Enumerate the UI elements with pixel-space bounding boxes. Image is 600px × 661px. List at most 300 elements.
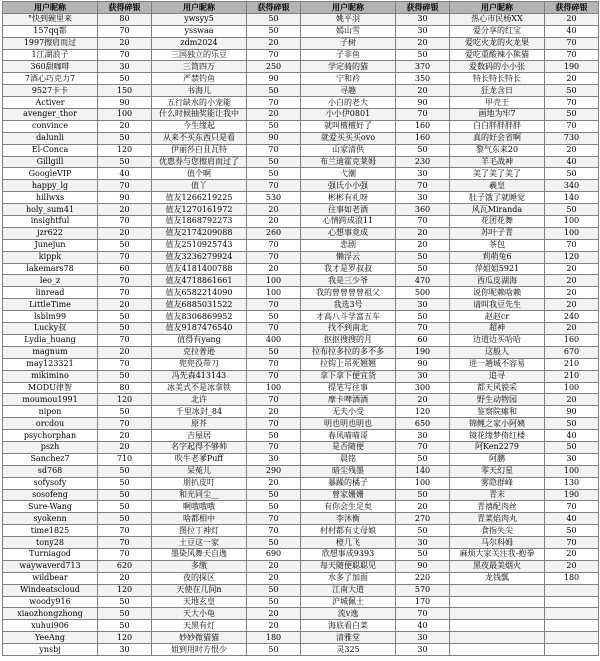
nickname-cell: 值友9187476540	[152, 323, 247, 335]
silver-cell: 70	[247, 370, 301, 382]
table-row	[3, 430, 599, 442]
nickname-cell: 朋扒皮叮	[152, 477, 247, 489]
silver-cell: 20	[545, 287, 599, 299]
silver-cell: 290	[247, 465, 301, 477]
nickname-cell: 什么时候抽奖能让我中	[152, 109, 247, 121]
table-row	[3, 382, 599, 394]
silver-cell: 50	[396, 548, 450, 560]
silver-cell: 90	[98, 192, 152, 204]
nickname-cell: 书海儿	[152, 85, 247, 97]
silver-cell: 50	[396, 49, 450, 61]
nickname-cell: 爱分享的红宝	[450, 25, 545, 37]
nickname-cell: avenger_thor	[3, 109, 98, 121]
table-row	[3, 596, 599, 608]
silver-cell: 70	[396, 216, 450, 228]
silver-cell: 70	[98, 358, 152, 370]
silver-cell: 50	[98, 501, 152, 513]
table-row	[3, 370, 599, 382]
nickname-cell: 心想事竟成	[301, 227, 396, 239]
nickname-cell: 值友4718861661	[152, 275, 247, 287]
nickname-cell: Lucky叔	[3, 323, 98, 335]
silver-cell: 100	[98, 109, 152, 121]
nickname-cell: 拉布拉多拉的多不多	[301, 346, 396, 358]
table-row	[3, 25, 599, 37]
silver-cell: 20	[247, 263, 301, 275]
nickname-cell: 萍姐姐5921	[450, 263, 545, 275]
silver-cell: 30	[396, 168, 450, 180]
silver-cell: 20	[396, 239, 450, 251]
silver-cell: 300	[396, 382, 450, 394]
silver-cell: 140	[545, 192, 599, 204]
table-row	[3, 227, 599, 239]
nickname-cell: 三国独立的乐豆	[152, 49, 247, 61]
nickname-cell: 羲皇	[450, 180, 545, 192]
header-silver: 获得碎银	[396, 2, 450, 14]
table-header	[3, 2, 599, 14]
nickname-cell	[450, 608, 545, 620]
silver-cell: 20	[247, 477, 301, 489]
silver-cell: 50	[247, 85, 301, 97]
table-body	[3, 13, 599, 655]
nickname-cell: Sanchez7	[3, 453, 98, 465]
table-row	[3, 644, 599, 656]
silver-cell: 730	[545, 132, 599, 144]
silver-cell: 40	[396, 620, 450, 632]
table-row	[3, 608, 599, 620]
nickname-cell: waywaverd713	[3, 560, 98, 572]
nickname-cell: 龙钱瓢	[450, 572, 545, 584]
table-row	[3, 37, 599, 49]
nickname-cell: nipon	[3, 406, 98, 418]
nickname-cell: 和光同尘__	[152, 489, 247, 501]
nickname-cell: 值友8306869952	[152, 311, 247, 323]
silver-cell: 150	[98, 85, 152, 97]
nickname-cell: 姚平羽	[301, 13, 396, 25]
nickname-cell: 真的好会省啊	[450, 132, 545, 144]
silver-cell: 20	[98, 227, 152, 239]
nickname-cell: lsblm99	[3, 311, 98, 323]
table-row	[3, 109, 599, 121]
nickname-cell: 都天风貌采	[450, 382, 545, 394]
silver-cell: 120	[98, 394, 152, 406]
nickname-cell: 欣想事成9393	[301, 548, 396, 560]
silver-cell: 20	[545, 394, 599, 406]
nickname-cell: 晨铭	[301, 453, 396, 465]
nickname-cell	[450, 620, 545, 632]
nickname-cell: 值友4181400788	[152, 263, 247, 275]
nickname-cell: 每天随便聪聪见	[301, 560, 396, 572]
silver-cell: 50	[247, 584, 301, 596]
nickname-cell: 姐到用时方恨少	[152, 644, 247, 656]
silver-cell: 20	[98, 441, 152, 453]
nickname-cell: 啊哦哦哦	[152, 501, 247, 513]
nickname-cell: time1825	[3, 525, 98, 537]
nickname-cell: 海底看白菜	[301, 620, 396, 632]
nickname-cell: lakemars78	[3, 263, 98, 275]
silver-cell: 570	[396, 584, 450, 596]
nickname-cell: 嫣山雪	[301, 25, 396, 37]
nickname-cell: woody916	[3, 596, 98, 608]
nickname-cell: 夜的探区	[152, 572, 247, 584]
table-row	[3, 537, 599, 549]
silver-cell: 70	[98, 251, 152, 263]
table-row	[3, 548, 599, 560]
nickname-cell: LittleTime	[3, 299, 98, 311]
silver-cell: 70	[98, 287, 152, 299]
nickname-cell: holy_sum41	[3, 204, 98, 216]
nickname-cell: 从来不买东西只是看	[152, 132, 247, 144]
table-row	[3, 394, 599, 406]
silver-cell: 20	[98, 204, 152, 216]
silver-cell: 50	[98, 465, 152, 477]
silver-cell: 20	[247, 204, 301, 216]
silver-cell: 50	[396, 525, 450, 537]
header-row	[3, 2, 599, 14]
silver-cell: 670	[545, 346, 599, 358]
table-row	[3, 156, 599, 168]
silver-cell: 230	[396, 156, 450, 168]
nickname-cell: 名字起得不够帅	[152, 441, 247, 453]
header-nickname: 用户昵称	[301, 2, 396, 14]
silver-cell: 340	[545, 180, 599, 192]
nickname-cell: 多缴	[152, 560, 247, 572]
nickname-cell: 就爱买买买ovo	[301, 132, 396, 144]
table-row	[3, 120, 599, 132]
nickname-cell: zdm2024	[152, 37, 247, 49]
silver-cell: 50	[247, 120, 301, 132]
silver-cell: 170	[396, 596, 450, 608]
nickname-cell: 懒浮云	[301, 251, 396, 263]
nickname-cell: ynsbj	[3, 644, 98, 656]
nickname-cell: 春风喵喵哥	[301, 430, 396, 442]
silver-cell: 50	[247, 430, 301, 442]
silver-cell: 30	[98, 61, 152, 73]
silver-cell: 120	[98, 584, 152, 596]
table-row	[3, 501, 599, 513]
silver-cell: 620	[98, 560, 152, 572]
nickname-cell: 苏叶子青	[450, 227, 545, 239]
silver-cell: 20	[545, 560, 599, 572]
silver-cell: 90	[247, 132, 301, 144]
nickname-cell: 墨染风舞天自逸	[152, 548, 247, 560]
header-nickname: 用户昵称	[152, 2, 247, 14]
table-row	[3, 358, 599, 370]
silver-cell: 40	[98, 168, 152, 180]
nickname-cell: YeeAng	[3, 632, 98, 644]
table-row	[3, 453, 599, 465]
silver-cell: 70	[545, 49, 599, 61]
silver-cell: 70	[396, 180, 450, 192]
nickname-cell: 值友6582214090	[152, 287, 247, 299]
silver-cell: 20	[396, 85, 450, 97]
silver-cell: 50	[545, 418, 599, 430]
nickname-cell: 江南大道	[301, 584, 396, 596]
silver-cell: 50	[545, 441, 599, 453]
nickname-cell: 我选3号	[301, 299, 396, 311]
silver-cell: 210	[545, 370, 599, 382]
table-row	[3, 239, 599, 251]
nickname-cell: 沪城佩土	[301, 596, 396, 608]
nickname-cell: 子非鱼	[301, 49, 396, 61]
nickname-cell: 7酒心巧克力7	[3, 73, 98, 85]
silver-cell: 60	[396, 334, 450, 346]
silver-cell: 30	[247, 453, 301, 465]
silver-cell: 70	[545, 537, 599, 549]
nickname-cell: 才高八斗学富五车	[301, 311, 396, 323]
nickname-cell: 千里冰封_84	[152, 406, 247, 418]
silver-cell: 50	[247, 596, 301, 608]
nickname-cell: 阿Ken2279	[450, 441, 545, 453]
silver-cell: 70	[247, 239, 301, 251]
silver-cell: 90	[545, 406, 599, 418]
silver-cell: 50	[247, 25, 301, 37]
table-row	[3, 49, 599, 61]
nickname-cell: Lydia_huang	[3, 334, 98, 346]
silver-cell: 70	[247, 299, 301, 311]
nickname-cell: 锦鲤之家小阿姨	[450, 418, 545, 430]
silver-cell: 70	[247, 180, 301, 192]
nickname-cell: 兜兜役带刀	[152, 358, 247, 370]
silver-cell: 20	[545, 299, 599, 311]
silver-cell: 50	[98, 513, 152, 525]
silver-cell: 20	[545, 263, 599, 275]
nickname-cell: GoogleVIP	[3, 168, 98, 180]
silver-cell: 50	[396, 144, 450, 156]
nickname-cell: 布兰迪霍克莱姆	[301, 156, 396, 168]
nickname-cell: 流v逸	[301, 608, 396, 620]
nickname-cell: 花团花舞	[450, 216, 545, 228]
nickname-cell: 抠抠搜搜的月	[301, 334, 396, 346]
nickname-cell: 黎气东来20	[450, 144, 545, 156]
header-nickname: 用户昵称	[3, 2, 98, 14]
header-silver: 获得碎银	[247, 2, 301, 14]
nickname-cell: 说你呢赖啥赖	[450, 287, 545, 299]
silver-cell: 690	[247, 548, 301, 560]
silver-cell: 20	[545, 144, 599, 156]
silver-cell: 50	[396, 311, 450, 323]
table-row	[3, 97, 599, 109]
silver-cell: 30	[396, 644, 450, 656]
silver-cell: 70	[247, 513, 301, 525]
silver-cell: 70	[247, 525, 301, 537]
nickname-cell	[450, 632, 545, 644]
nickname-cell: 值友1270161972	[152, 204, 247, 216]
nickname-cell: 画地为牢7	[450, 109, 545, 121]
nickname-cell: 野生动物园	[450, 394, 545, 406]
silver-cell: 20	[545, 323, 599, 335]
table-row	[3, 251, 599, 263]
nickname-cell: tony28	[3, 537, 98, 549]
nickname-cell: 美了美了美了	[450, 168, 545, 180]
nickname-cell: hillwxs	[3, 192, 98, 204]
header-nickname: 用户昵称	[450, 2, 545, 14]
silver-cell: 20	[247, 109, 301, 121]
nickname-cell: kippk	[3, 251, 98, 263]
silver-cell: 100	[247, 382, 301, 394]
silver-cell: 710	[98, 453, 152, 465]
nickname-cell: 心情跨成浪11	[301, 216, 396, 228]
silver-cell: 50	[98, 477, 152, 489]
silver-cell: 70	[545, 501, 599, 513]
nickname-cell: °快到碗里来	[3, 13, 98, 25]
table-row	[3, 525, 599, 537]
nickname-cell: 严禁钓鱼	[152, 73, 247, 85]
nickname-cell: 小白的老大	[301, 97, 396, 109]
nickname-cell: linread	[3, 287, 98, 299]
nickname-cell: 彬彬有礼呀	[301, 192, 396, 204]
nickname-cell: 拿下拿下便宜货	[301, 370, 396, 382]
silver-cell: 350	[396, 73, 450, 85]
silver-cell: 270	[396, 513, 450, 525]
nickname-cell: wildbear	[3, 572, 98, 584]
nickname-cell: 找不到南北	[301, 323, 396, 335]
nickname-cell: 灵325	[301, 644, 396, 656]
silver-cell	[545, 596, 599, 608]
silver-cell: 50	[98, 489, 152, 501]
nickname-cell: xuhui906	[3, 620, 98, 632]
table-row	[3, 323, 599, 335]
silver-cell: 70	[545, 97, 599, 109]
nickname-cell: 克拉普逊	[152, 346, 247, 358]
table-row	[3, 85, 599, 97]
nickname-cell: syokenn	[3, 513, 98, 525]
silver-cell: 70	[247, 323, 301, 335]
nickname-cell: orcdou	[3, 418, 98, 430]
nickname-cell: 村村都有丈母娘	[301, 525, 396, 537]
silver-cell: 20	[545, 73, 599, 85]
nickname-cell: may123321	[3, 358, 98, 370]
silver-cell: 30	[98, 644, 152, 656]
silver-cell: 50	[396, 251, 450, 263]
silver-cell: 100	[545, 382, 599, 394]
nickname-cell: 热心市民杨XX	[450, 13, 545, 25]
nickname-cell: psychorphan	[3, 430, 98, 442]
nickname-cell: 羊毛战神	[450, 156, 545, 168]
nickname-cell: 莉萌兔6	[450, 251, 545, 263]
silver-cell: 20	[247, 560, 301, 572]
silver-cell: 20	[247, 406, 301, 418]
silver-cell: 20	[247, 608, 301, 620]
table-row	[3, 13, 599, 25]
nickname-cell: ywsyy5	[152, 13, 247, 25]
silver-cell: 120	[545, 251, 599, 263]
nickname-cell: 提笔写往事	[301, 382, 396, 394]
silver-cell: 160	[545, 334, 599, 346]
silver-cell	[545, 584, 599, 596]
nickname-cell: 鉴察院瘫和	[450, 406, 545, 418]
nickname-cell: 摩卡啤酒酒	[301, 394, 396, 406]
silver-cell: 70	[247, 144, 301, 156]
nickname-cell: 清雅堂	[301, 632, 396, 644]
silver-cell: 260	[247, 227, 301, 239]
nickname-cell	[450, 596, 545, 608]
silver-cell: 30	[396, 299, 450, 311]
silver-cell: 30	[396, 537, 450, 549]
nickname-cell: 五行缺水的小宠能	[152, 97, 247, 109]
nickname-cell: 青菜焰肉丸	[450, 513, 545, 525]
silver-cell: 70	[247, 418, 301, 430]
nickname-cell: sosofeng	[3, 489, 98, 501]
silver-cell: 210	[545, 358, 599, 370]
silver-cell: 50	[545, 204, 599, 216]
nickname-cell: 我才是罗叔叔	[301, 263, 396, 275]
nickname-cell: moumou1991	[3, 394, 98, 406]
silver-cell: 20	[98, 430, 152, 442]
table-row	[3, 180, 599, 192]
silver-cell: 50	[98, 311, 152, 323]
silver-cell: 40	[545, 513, 599, 525]
nickname-cell: 值友3236279924	[152, 251, 247, 263]
nickname-cell: 天黑有灯	[152, 620, 247, 632]
silver-cell: 50	[247, 156, 301, 168]
silver-cell: 220	[396, 572, 450, 584]
silver-cell: 70	[247, 441, 301, 453]
nickname-cell: 暴躁的橘子	[301, 477, 396, 489]
silver-cell: 50	[98, 370, 152, 382]
silver-cell: 100	[545, 465, 599, 477]
silver-cell: 100	[247, 287, 301, 299]
nickname-cell: 学定骑的猫	[301, 61, 396, 73]
silver-cell: 20	[247, 216, 301, 228]
silver-cell: 30	[396, 632, 450, 644]
silver-cell	[545, 644, 599, 656]
table-row	[3, 418, 599, 430]
nickname-cell: 白白胖胖胖胖	[450, 120, 545, 132]
silver-cell: 20	[545, 13, 599, 25]
silver-cell: 50	[247, 346, 301, 358]
silver-cell: 370	[396, 61, 450, 73]
silver-cell: 90	[98, 97, 152, 109]
table-row	[3, 311, 599, 323]
nickname-cell: 北许	[152, 394, 247, 406]
nickname-cell: 阿鹏	[450, 453, 545, 465]
table-row	[3, 168, 599, 180]
silver-cell: 50	[98, 608, 152, 620]
nickname-cell: 9527卡卡	[3, 85, 98, 97]
silver-cell	[545, 608, 599, 620]
table-row	[3, 513, 599, 525]
nickname-cell: 弋潮	[301, 168, 396, 180]
silver-cell: 190	[545, 61, 599, 73]
nickname-cell: 有你会生足矣	[301, 501, 396, 513]
silver-cell: 100	[396, 477, 450, 489]
nickname-cell: sofysofy	[3, 477, 98, 489]
nickname-cell: 食指失尖	[450, 525, 545, 537]
silver-cell: 190	[396, 346, 450, 358]
nickname-cell: Sure-Wang	[3, 501, 98, 513]
nickname-cell: 我是三少爷	[301, 275, 396, 287]
nickname-cell: 黑夜最美烟火	[450, 560, 545, 572]
silver-cell: 70	[247, 49, 301, 61]
silver-cell: 100	[545, 216, 599, 228]
silver-cell: 250	[247, 61, 301, 73]
table-row	[3, 216, 599, 228]
silver-cell: 50	[247, 501, 301, 513]
nickname-cell: 1江湖浪子	[3, 49, 98, 61]
nickname-cell: happy_lg	[3, 180, 98, 192]
nickname-cell: 1997擦肩而过	[3, 37, 98, 49]
nickname-cell: dalunli	[3, 132, 98, 144]
silver-cell: 30	[396, 430, 450, 442]
nickname-cell: 值友1266219225	[152, 192, 247, 204]
nickname-cell: 悲剧	[301, 239, 396, 251]
nickname-cell: 曾家姗姗	[301, 489, 396, 501]
silver-cell: 20	[396, 37, 450, 49]
nickname-cell: 小小伊0801	[301, 109, 396, 121]
silver-cell: 20	[98, 572, 152, 584]
table-row	[3, 346, 599, 358]
silver-cell: 20	[98, 346, 152, 358]
